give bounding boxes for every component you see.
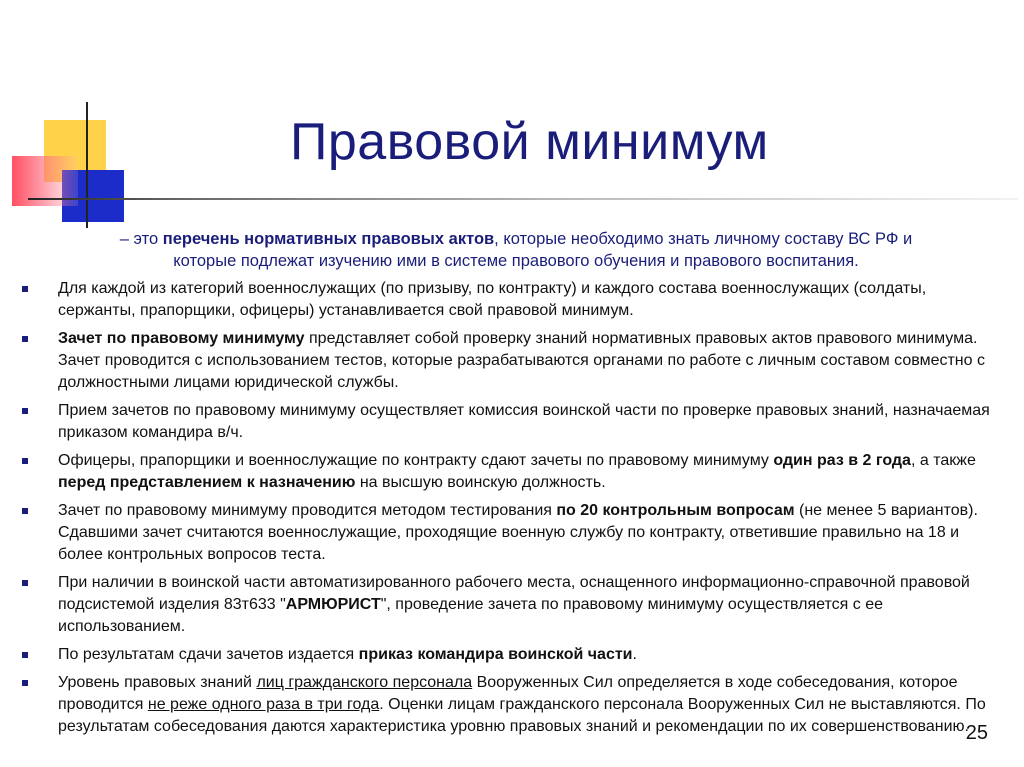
bullet-text: представляет собой проверку знаний нормативных правовых актов правового минимума. Зачет проводится с использованием тестов, которые разрабатываются органами по работе с личным составом совместно с должностными лицами юридической службы. [58, 330, 985, 391]
bullet-text: (не менее 5 вариантов). Сдавшими зачет считаются военнослужащие, проходящие военную службу по контракту, ответившие правильно на 18 и более контрольных вопросов теста. [58, 502, 978, 563]
slide-title: Правовой минимум [290, 113, 769, 171]
definition-line2: которые подлежат изучению ими в системе правового обучения и правового воспитания. [173, 252, 859, 270]
bullet-text: . [632, 646, 637, 663]
bullet-text: Зачет по правовому минимуму проводится методом тестирования [58, 502, 557, 519]
bullet-text: По результатам сдачи зачетов издается [58, 646, 359, 663]
bullet-text: При наличии в воинской части автоматизированного рабочего места, оснащенного информационно-справочной правовой подсистемой изделия 83т633 " [58, 574, 970, 613]
bullet-underlined: лиц гражданского персонала [256, 674, 473, 691]
square-bullet-icon [22, 652, 28, 658]
list-item [22, 500, 1007, 566]
bullet-text: , а также [910, 452, 976, 469]
list-item [22, 572, 1007, 638]
definition-text [36, 228, 996, 272]
bullet-text: Офицеры, прапорщики и военнослужащие по контракту сдают зачеты по правовому минимуму [58, 452, 774, 469]
title-underline-rule [28, 198, 1018, 200]
bullet-list [22, 278, 1007, 744]
square-bullet-icon [22, 508, 28, 514]
bullet-text: ", проведение зачета по правовому минимуму осуществляется с ее использованием. [58, 596, 884, 635]
list-item [22, 328, 1007, 394]
list-item [22, 450, 1007, 494]
bullet-bold: перед представлением к назначению [58, 474, 356, 491]
square-bullet-icon [22, 680, 28, 686]
square-bullet-icon [22, 336, 28, 342]
bullet-text: на высшую воинскую должность. [355, 474, 606, 491]
bullet-underlined: не реже одного раза в три года [147, 696, 380, 713]
list-item [22, 278, 1007, 322]
bullet-bold: Зачет по правовому минимуму [58, 330, 305, 347]
definition-line1-rest: , которые необходимо знать личному составу ВС РФ и [494, 230, 913, 248]
square-bullet-icon [22, 458, 28, 464]
definition-bold-term: перечень нормативных правовых актов [162, 230, 495, 248]
vertical-rule [86, 102, 88, 228]
bullet-bold: один раз в 2 года [773, 452, 911, 469]
definition-prefix: – это [119, 230, 163, 248]
bullet-text: Уровень правовых знаний [58, 674, 257, 691]
list-item [22, 400, 1007, 444]
square-bullet-icon [22, 286, 28, 292]
bullet-bold: АРМЮРИСТ [285, 596, 381, 613]
list-item [22, 644, 1007, 666]
list-item [22, 672, 1007, 738]
bullet-text: . Оценки лицам гражданского персонала Вооруженных Сил не выставляются. По результатам собеседования даются характеристика уровню правовых знаний и рекомендации по их совершенствованию. [58, 696, 986, 735]
bullet-text: Для каждой из категорий военнослужащих (по призыву, по контракту) и каждого состава военнослужащих (солдаты, сержанты, прапорщики, офицеры) устанавливается свой правовой минимум. [58, 280, 927, 319]
square-bullet-icon [22, 408, 28, 414]
square-bullet-icon [22, 580, 28, 586]
bullet-text: Вооруженных Сил определяется в ходе собеседования, которое проводится [58, 674, 958, 713]
page-number: 25 [965, 722, 988, 744]
bullet-bold: приказ командира воинской части [358, 646, 633, 663]
bullet-text: Прием зачетов по правовому минимуму осуществляет комиссия воинской части по проверке правовых знаний, назначаемая приказом командира в/ч. [58, 402, 990, 441]
bullet-bold: по 20 контрольным вопросам [556, 502, 795, 519]
